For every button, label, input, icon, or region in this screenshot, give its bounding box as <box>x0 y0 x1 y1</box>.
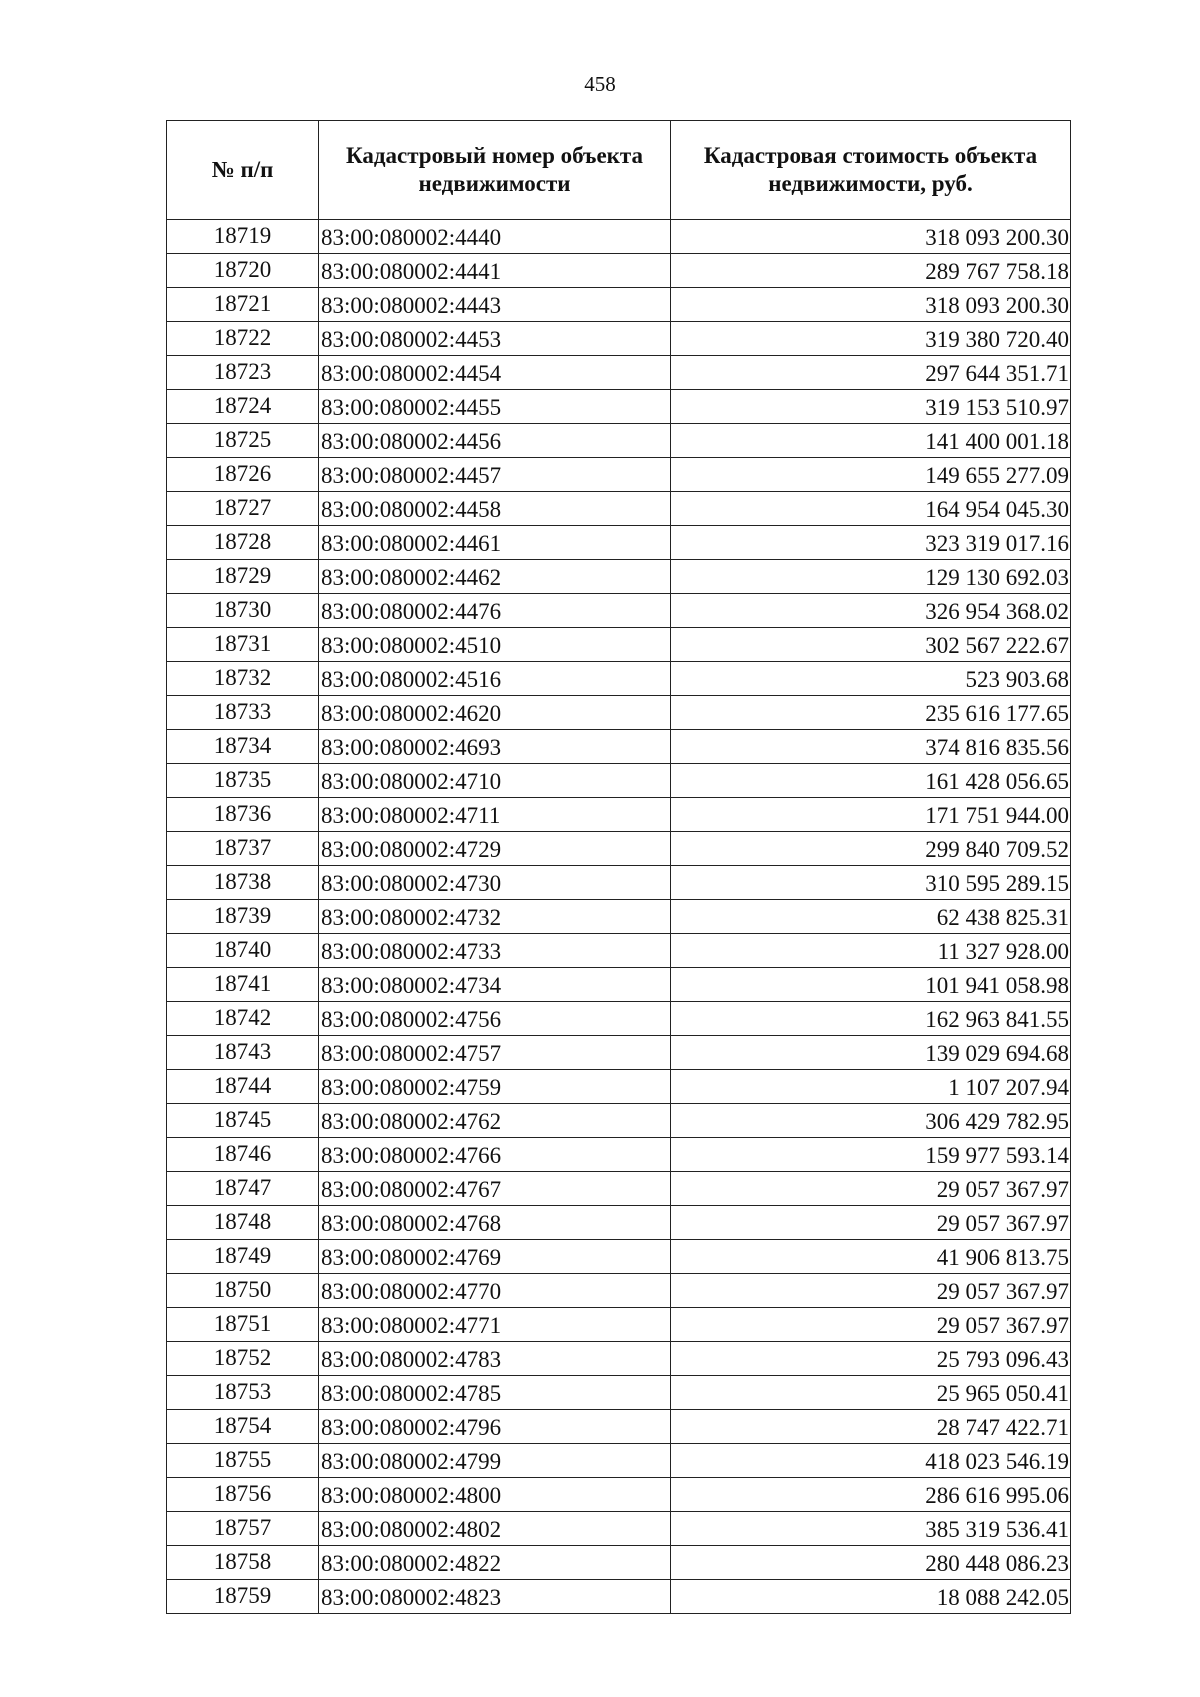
cadastral-value-cell: 289 767 758.18 <box>671 254 1071 288</box>
table-row <box>167 254 1071 288</box>
table-row <box>167 764 1071 798</box>
table-row <box>167 1002 1071 1036</box>
table-row <box>167 1308 1071 1342</box>
cadastral-value-cell: 523 903.68 <box>671 662 1071 696</box>
table-row <box>167 288 1071 322</box>
cadastral-number-cell: 83:00:080002:4455 <box>319 390 671 424</box>
row-number-cell: 18744 <box>167 1070 319 1104</box>
cadastral-value-cell: 302 567 222.67 <box>671 628 1071 662</box>
cadastral-value-cell: 41 906 813.75 <box>671 1240 1071 1274</box>
table-row <box>167 1512 1071 1546</box>
table-row <box>167 458 1071 492</box>
table-row <box>167 526 1071 560</box>
cadastral-value-cell: 29 057 367.97 <box>671 1274 1071 1308</box>
row-number-cell: 18724 <box>167 390 319 424</box>
cadastral-value-cell: 25 965 050.41 <box>671 1376 1071 1410</box>
table-row <box>167 798 1071 832</box>
row-number-cell: 18740 <box>167 934 319 968</box>
row-number-cell: 18749 <box>167 1240 319 1274</box>
cadastral-value-cell: 235 616 177.65 <box>671 696 1071 730</box>
row-number-cell: 18745 <box>167 1104 319 1138</box>
row-number-cell: 18748 <box>167 1206 319 1240</box>
row-number-cell: 18752 <box>167 1342 319 1376</box>
row-number-cell: 18730 <box>167 594 319 628</box>
cadastral-number-cell: 83:00:080002:4457 <box>319 458 671 492</box>
row-number-cell: 18734 <box>167 730 319 764</box>
cadastral-number-cell: 83:00:080002:4476 <box>319 594 671 628</box>
row-number-cell: 18751 <box>167 1308 319 1342</box>
cadastral-number-cell: 83:00:080002:4711 <box>319 798 671 832</box>
row-number-cell: 18754 <box>167 1410 319 1444</box>
cadastral-number-cell: 83:00:080002:4461 <box>319 526 671 560</box>
row-number-cell: 18759 <box>167 1580 319 1614</box>
table-row <box>167 1172 1071 1206</box>
table-row <box>167 1070 1071 1104</box>
cadastral-number-cell: 83:00:080002:4732 <box>319 900 671 934</box>
cadastral-value-cell: 310 595 289.15 <box>671 866 1071 900</box>
cadastral-number-cell: 83:00:080002:4729 <box>319 832 671 866</box>
table-row <box>167 900 1071 934</box>
cadastral-value-cell: 326 954 368.02 <box>671 594 1071 628</box>
table-row <box>167 1240 1071 1274</box>
row-number-cell: 18756 <box>167 1478 319 1512</box>
table-row <box>167 1342 1071 1376</box>
cadastral-number-cell: 83:00:080002:4799 <box>319 1444 671 1478</box>
table-row <box>167 492 1071 526</box>
cadastral-number-cell: 83:00:080002:4440 <box>319 220 671 254</box>
row-number-cell: 18757 <box>167 1512 319 1546</box>
cadastral-value-cell: 139 029 694.68 <box>671 1036 1071 1070</box>
cadastral-value-cell: 318 093 200.30 <box>671 288 1071 322</box>
table-row <box>167 424 1071 458</box>
table-row <box>167 594 1071 628</box>
table-row <box>167 934 1071 968</box>
table-body <box>167 220 1071 1614</box>
row-number-cell: 18732 <box>167 662 319 696</box>
cadastral-number-cell: 83:00:080002:4762 <box>319 1104 671 1138</box>
cadastral-number-cell: 83:00:080002:4759 <box>319 1070 671 1104</box>
cadastral-number-cell: 83:00:080002:4462 <box>319 560 671 594</box>
cadastral-value-cell: 161 428 056.65 <box>671 764 1071 798</box>
row-number-cell: 18727 <box>167 492 319 526</box>
row-number-cell: 18736 <box>167 798 319 832</box>
cadastral-number-cell: 83:00:080002:4757 <box>319 1036 671 1070</box>
table-row <box>167 866 1071 900</box>
cadastral-number-cell: 83:00:080002:4785 <box>319 1376 671 1410</box>
row-number-cell: 18729 <box>167 560 319 594</box>
cadastral-number-cell: 83:00:080002:4734 <box>319 968 671 1002</box>
row-number-cell: 18753 <box>167 1376 319 1410</box>
cadastral-number-cell: 83:00:080002:4710 <box>319 764 671 798</box>
header-cadastral-number: Кадастровый номер объекта недвижимости <box>319 121 671 220</box>
row-number-cell: 18755 <box>167 1444 319 1478</box>
cadastral-value-cell: 286 616 995.06 <box>671 1478 1071 1512</box>
cadastral-value-cell: 299 840 709.52 <box>671 832 1071 866</box>
cadastral-value-cell: 149 655 277.09 <box>671 458 1071 492</box>
row-number-cell: 18726 <box>167 458 319 492</box>
cadastral-number-cell: 83:00:080002:4796 <box>319 1410 671 1444</box>
row-number-cell: 18741 <box>167 968 319 1002</box>
cadastral-value-cell: 418 023 546.19 <box>671 1444 1071 1478</box>
row-number-cell: 18750 <box>167 1274 319 1308</box>
cadastral-value-cell: 306 429 782.95 <box>671 1104 1071 1138</box>
cadastral-number-cell: 83:00:080002:4800 <box>319 1478 671 1512</box>
cadastral-number-cell: 83:00:080002:4783 <box>319 1342 671 1376</box>
cadastral-number-cell: 83:00:080002:4453 <box>319 322 671 356</box>
row-number-cell: 18742 <box>167 1002 319 1036</box>
row-number-cell: 18725 <box>167 424 319 458</box>
cadastral-value-cell: 129 130 692.03 <box>671 560 1071 594</box>
cadastral-number-cell: 83:00:080002:4441 <box>319 254 671 288</box>
table-row <box>167 1478 1071 1512</box>
cadastral-value-cell: 318 093 200.30 <box>671 220 1071 254</box>
table-row <box>167 1376 1071 1410</box>
table-row <box>167 832 1071 866</box>
cadastral-number-cell: 83:00:080002:4510 <box>319 628 671 662</box>
row-number-cell: 18721 <box>167 288 319 322</box>
table-row <box>167 1036 1071 1070</box>
cadastral-number-cell: 83:00:080002:4458 <box>319 492 671 526</box>
row-number-cell: 18733 <box>167 696 319 730</box>
cadastral-value-cell: 374 816 835.56 <box>671 730 1071 764</box>
cadastral-value-cell: 11 327 928.00 <box>671 934 1071 968</box>
row-number-cell: 18728 <box>167 526 319 560</box>
header-cadastral-value: Кадастровая стоимость объекта недвижимости, руб. <box>671 121 1071 220</box>
row-number-cell: 18737 <box>167 832 319 866</box>
row-number-cell: 18747 <box>167 1172 319 1206</box>
row-number-cell: 18735 <box>167 764 319 798</box>
table-row <box>167 560 1071 594</box>
table-row <box>167 390 1071 424</box>
table-row <box>167 220 1071 254</box>
cadastral-number-cell: 83:00:080002:4443 <box>319 288 671 322</box>
cadastral-number-cell: 83:00:080002:4620 <box>319 696 671 730</box>
cadastral-value-cell: 101 941 058.98 <box>671 968 1071 1002</box>
row-number-cell: 18723 <box>167 356 319 390</box>
cadastral-number-cell: 83:00:080002:4823 <box>319 1580 671 1614</box>
cadastral-number-cell: 83:00:080002:4770 <box>319 1274 671 1308</box>
table-row <box>167 1444 1071 1478</box>
cadastral-value-cell: 164 954 045.30 <box>671 492 1071 526</box>
cadastral-number-cell: 83:00:080002:4822 <box>319 1546 671 1580</box>
cadastral-value-cell: 280 448 086.23 <box>671 1546 1071 1580</box>
table-row <box>167 1410 1071 1444</box>
cadastral-number-cell: 83:00:080002:4693 <box>319 730 671 764</box>
cadastral-number-cell: 83:00:080002:4454 <box>319 356 671 390</box>
cadastral-value-cell: 62 438 825.31 <box>671 900 1071 934</box>
cadastral-value-cell: 323 319 017.16 <box>671 526 1071 560</box>
cadastral-value-cell: 1 107 207.94 <box>671 1070 1071 1104</box>
cadastral-number-cell: 83:00:080002:4756 <box>319 1002 671 1036</box>
table-row <box>167 968 1071 1002</box>
cadastral-value-cell: 29 057 367.97 <box>671 1308 1071 1342</box>
cadastral-number-cell: 83:00:080002:4768 <box>319 1206 671 1240</box>
cadastral-value-cell: 319 153 510.97 <box>671 390 1071 424</box>
table-row <box>167 1206 1071 1240</box>
cadastral-value-cell: 18 088 242.05 <box>671 1580 1071 1614</box>
header-row-number: № п/п <box>167 121 319 220</box>
row-number-cell: 18720 <box>167 254 319 288</box>
row-number-cell: 18758 <box>167 1546 319 1580</box>
table-row <box>167 730 1071 764</box>
cadastral-number-cell: 83:00:080002:4766 <box>319 1138 671 1172</box>
cadastral-value-cell: 28 747 422.71 <box>671 1410 1071 1444</box>
cadastral-value-cell: 141 400 001.18 <box>671 424 1071 458</box>
cadastral-value-cell: 171 751 944.00 <box>671 798 1071 832</box>
cadastral-number-cell: 83:00:080002:4767 <box>319 1172 671 1206</box>
table-row <box>167 1104 1071 1138</box>
cadastral-value-cell: 25 793 096.43 <box>671 1342 1071 1376</box>
cadastral-value-cell: 319 380 720.40 <box>671 322 1071 356</box>
cadastral-number-cell: 83:00:080002:4516 <box>319 662 671 696</box>
cadastral-number-cell: 83:00:080002:4771 <box>319 1308 671 1342</box>
row-number-cell: 18746 <box>167 1138 319 1172</box>
table-row <box>167 1580 1071 1614</box>
row-number-cell: 18722 <box>167 322 319 356</box>
table-row <box>167 322 1071 356</box>
cadastral-number-cell: 83:00:080002:4769 <box>319 1240 671 1274</box>
table-header-row <box>167 121 1071 220</box>
row-number-cell: 18743 <box>167 1036 319 1070</box>
cadastral-number-cell: 83:00:080002:4456 <box>319 424 671 458</box>
cadastral-value-cell: 29 057 367.97 <box>671 1206 1071 1240</box>
page-number: 458 <box>584 72 616 96</box>
table-row <box>167 1138 1071 1172</box>
table-row <box>167 356 1071 390</box>
cadastral-value-cell: 162 963 841.55 <box>671 1002 1071 1036</box>
cadastral-value-cell: 29 057 367.97 <box>671 1172 1071 1206</box>
table-row <box>167 662 1071 696</box>
cadastral-number-cell: 83:00:080002:4730 <box>319 866 671 900</box>
cadastral-number-cell: 83:00:080002:4733 <box>319 934 671 968</box>
table-row <box>167 1274 1071 1308</box>
cadastral-value-cell: 385 319 536.41 <box>671 1512 1071 1546</box>
table-row <box>167 696 1071 730</box>
row-number-cell: 18738 <box>167 866 319 900</box>
table-row <box>167 628 1071 662</box>
row-number-cell: 18731 <box>167 628 319 662</box>
table-row <box>167 1546 1071 1580</box>
cadastral-value-table <box>166 120 1071 1614</box>
row-number-cell: 18739 <box>167 900 319 934</box>
cadastral-number-cell: 83:00:080002:4802 <box>319 1512 671 1546</box>
cadastral-value-cell: 159 977 593.14 <box>671 1138 1071 1172</box>
row-number-cell: 18719 <box>167 220 319 254</box>
cadastral-value-cell: 297 644 351.71 <box>671 356 1071 390</box>
